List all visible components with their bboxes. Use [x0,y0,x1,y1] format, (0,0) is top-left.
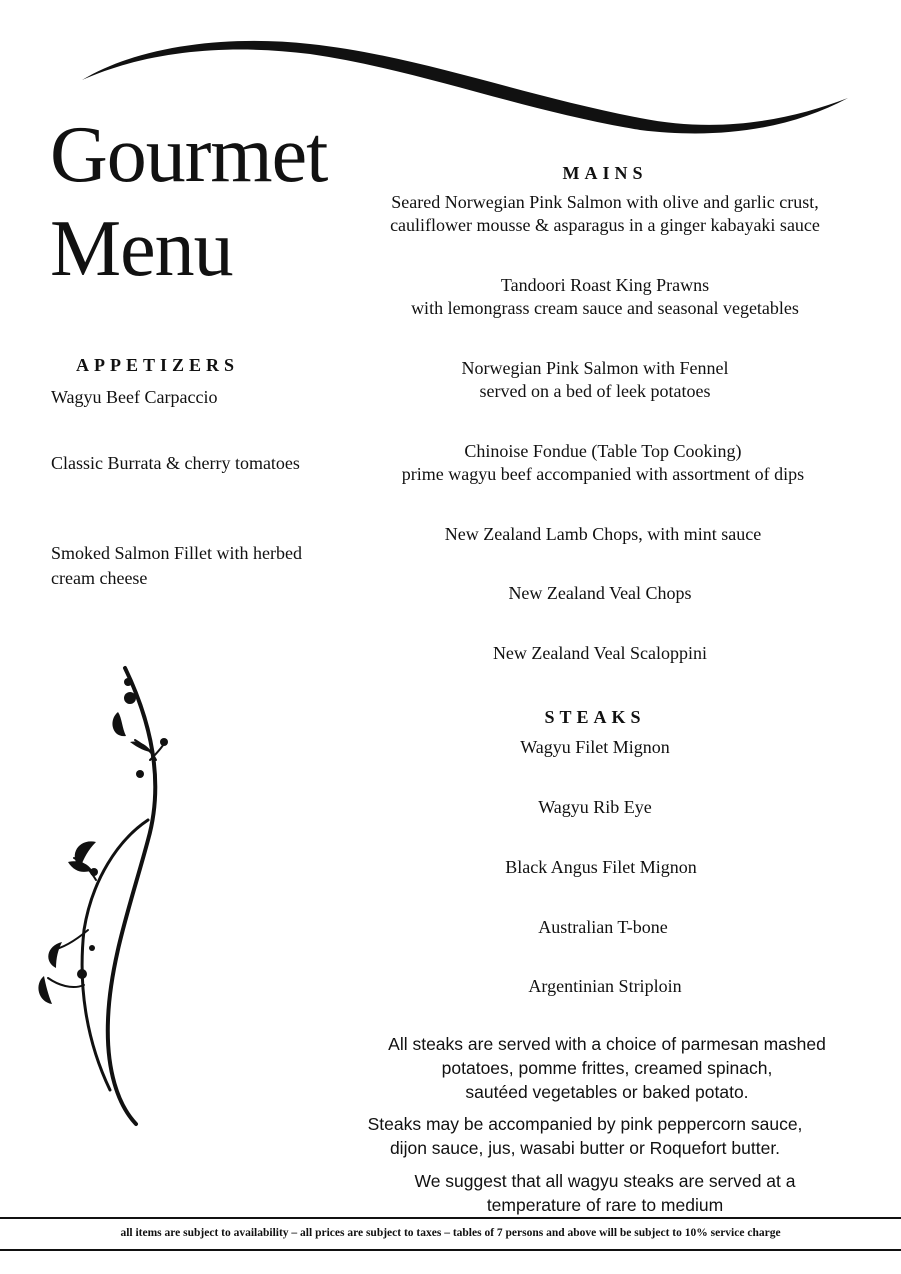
steak-item: Australian T-bone [538,917,668,937]
main-item [330,191,880,237]
steak-item: Wagyu Filet Mignon [520,737,670,757]
steak-item: Black Angus Filet Mignon [505,857,697,877]
main-item [325,642,875,665]
footer-rule-bottom [0,1249,901,1251]
main-item-description: cauliflower mousse & asparagus in a ginger kabayaki sauce [390,215,820,235]
steak-item: Wagyu Rib Eye [538,797,652,817]
main-item-name: Seared Norwegian Pink Salmon with olive and garlic crust, [391,192,819,212]
steak-item: Argentinian Striploin [528,976,682,996]
main-item [328,523,878,546]
main-item-name: Tandoori Roast King Prawns [500,275,710,295]
main-item [320,357,870,403]
main-item-description: with lemongrass cream sauce and seasonal vegetables [411,298,799,318]
main-item [325,582,875,605]
footer-disclaimer: all items are subject to availability – all prices are subject to taxes – tables of 7 persons and above will be subject to 10% service charge [120,1227,781,1239]
steak-sides-note: All steaks are served with a choice of parmesan mashed potatoes, pomme frittes, creamed spinach, sautéed vegetables or baked potato. [388,1034,826,1102]
appetizer-item: Wagyu Beef Carpaccio [51,387,218,407]
main-item [328,440,878,486]
title-line-2: Menu [50,205,233,293]
steak-sauces-note: Steaks may be accompanied by pink peppercorn sauce, dijon sauce, jus, wasabi butter or Roquefort butter. [367,1114,803,1158]
main-item [330,274,880,320]
appetizer-item: Classic Burrata & cherry tomatoes [51,453,300,473]
main-item-name: New Zealand Veal Scaloppini [492,643,708,663]
main-item-description: served on a bed of leek potatoes [479,381,711,401]
mains-heading: MAINS [562,163,648,183]
main-item-name: New Zealand Lamb Chops, with mint sauce [444,524,762,544]
main-item-description: prime wagyu beef accompanied with assortment of dips [401,464,805,484]
main-item-name: Chinoise Fondue (Table Top Cooking) [464,441,742,461]
appetizer-item: Smoked Salmon Fillet with herbed cream cheese [51,543,302,588]
steaks-heading: STEAKS [544,707,646,727]
main-item-name: Norwegian Pink Salmon with Fennel [461,358,729,378]
appetizers-heading: APPETIZERS [76,355,240,375]
title-line-1: Gourmet [50,111,328,199]
steak-temperature-note: We suggest that all wagyu steaks are served at a temperature of rare to medium [414,1171,796,1215]
main-item-name: New Zealand Veal Chops [508,583,692,603]
menu-title [50,108,327,296]
